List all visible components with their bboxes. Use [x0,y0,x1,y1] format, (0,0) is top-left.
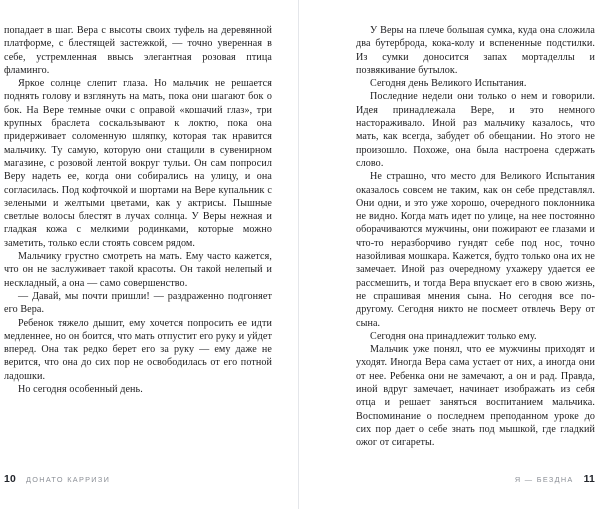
paragraph: Не страшно, что место для Великого Испытания оказалось совсем не таким, как он себе представлял. Они одни, и это уже хорошо, очередного поклонника не видно. Когда мать идет по улице, на нее постоянно оборачиваются мужчины, они пожирают ее глазами и что-то неразборчиво гундят себе под нос, точно назойливая мошкара. Кажется, будто только она их не замечает. Иной раз очередному ухажеру удается ее рассмешить, и тогда Вера впускает его в свою жизнь, не спрашивая мнения сына. Но сегодня все по-другому. Сегодня никто не посмеет отвлечь Веру от сына. [356,171,595,329]
page-right [300,0,600,509]
running-head-title: Я — БЕЗДНА [514,475,574,484]
paragraph: У Веры на плече большая сумка, куда она сложила два бутерброда, кока-колу и вспененные подстилки. Из сумки доносится запах мортаделлы и позвякивание бутылок. [356,25,595,76]
paragraph: попадает в шаг. Вера с высоты своих туфель на деревянной платформе, с блестящей застежкой, — точно уверенная в себе, устремленная ввысь элегантная розовая птица фламинго. [4,25,272,76]
page-left-footer [4,474,110,485]
paragraph: Но сегодня особенный день. [18,384,143,396]
paragraph: — Давай, мы почти пришли! — раздраженно подгоняет его Вера. [4,290,272,316]
page-left-textblock [4,24,272,396]
running-head-author: ДОНАТО КАРРИЗИ [25,475,111,484]
page-number: 10 [4,474,16,485]
page-right-footer [515,474,595,485]
page-right-textblock [356,24,595,450]
paragraph: Сегодня день Великого Испытания. [370,78,527,90]
paragraph: Сегодня она принадлежит только ему. [370,330,537,342]
paragraph: Последние недели они только о нем и говорили. Идея принадлежала Вере, и это немного настораживало. Иной раз мальчику казалось, что мать, как всегда, забудет об обещании. Но этого не произошло. Похоже, она была настроена сдержать слово. [356,91,595,169]
paragraph: Мальчику грустно смотреть на мать. Ему часто кажется, что он не заслуживает такой красоты. Он такой нелепый и нескладный, а она — само совершенство. [4,251,272,289]
paragraph: Мальчик уже понял, что ее мужчины приходят и уходят. Иногда Вера сама устает от них, а иногда они от нее. Ребенка они не замечают, а он и рад. Правда, иной вдруг замечает, начинает изображать из себя отца и решает заняться воспитанием мальчика. Воспоминание о последнем преподанном уроке до сих пор дает о себе знать под мышкой, где гладкий ожог от сигареты. [356,344,595,449]
page-number: 11 [583,474,595,485]
paragraph: Ребенок тяжело дышит, ему хочется попросить ее идти медленнее, но он боится, что мать отпустит его руку и уйдет вперед. Она так редко берет его за руку — ему даже не верится, что она до сих пор не освободилась от его потной ладошки. [4,317,272,382]
paragraph: Яркое солнце слепит глаза. Но мальчик не решается поднять голову и взглянуть на мать, пока они шагают бок о бок. На Вере темные очки с оправой «кошачий глаз», три крупных браслета соскальзывают к локтю, пока она придерживает соломенную шляпку, которая так нравится мальчику. Ту самую, которую они стащили в сувенирном магазине, с розовой лентой вокруг тульи. Он сам попросил Веру надеть ее, когда они собирались на улицу, и она согласилась. Под кофточкой и шортами на Вере купальник с зелеными и желтыми цветами, как у актрисы. Пышные светлые волосы блестят в лучах солнца. У Веры нежная и гладкая кожа с мелкими родинками, которые можно заметить, только если стоять совсем рядом. [4,78,272,249]
